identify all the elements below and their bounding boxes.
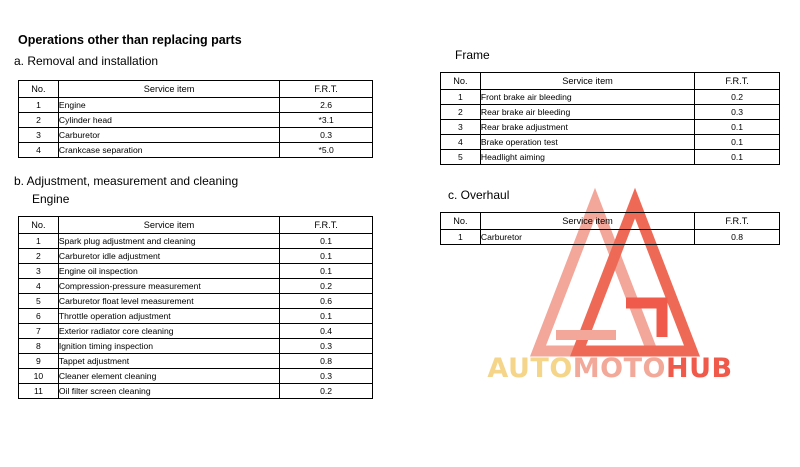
cell-no: 1 [441,230,481,245]
cell-no: 6 [19,309,59,324]
cell-frt: 0.3 [280,339,373,354]
column-header-service-item: Service item [58,81,279,98]
cell-item: Cylinder head [58,113,279,128]
watermark-hub: HUB [665,353,733,384]
table-row [19,113,373,128]
cell-item: Brake operation test [480,135,694,150]
cell-frt: 0.1 [695,120,780,135]
cell-frt: 0.1 [280,234,373,249]
cell-frt: 0.3 [695,105,780,120]
table-row [19,369,373,384]
cell-frt: 0.3 [280,369,373,384]
table-row [19,309,373,324]
cell-no: 9 [19,354,59,369]
cell-frt: 0.2 [280,279,373,294]
cell-frt: *5.0 [280,143,373,158]
cell-frt: 0.1 [695,135,780,150]
cell-frt: 0.1 [280,309,373,324]
cell-no: 4 [19,279,59,294]
column-header-frt: F.R.T. [695,213,780,230]
watermark-moto: MOTO [572,353,666,384]
cell-item: Rear brake adjustment [480,120,694,135]
cell-item: Tappet adjustment [58,354,279,369]
cell-item: Carburetor idle adjustment [58,249,279,264]
table-header-row [19,81,373,98]
table-header-row [441,213,780,230]
watermark-auto: AUTO [487,353,573,384]
table-row [441,120,780,135]
cell-item: Engine oil inspection [58,264,279,279]
table-row [441,150,780,165]
cell-no: 4 [441,135,481,150]
table-row [19,339,373,354]
cell-frt: 0.3 [280,128,373,143]
cell-item: Ignition timing inspection [58,339,279,354]
heading-engine: Engine [32,192,70,206]
column-header-no: No. [19,217,59,234]
table-row [19,279,373,294]
table-row [19,234,373,249]
column-header-service-item: Service item [480,73,694,90]
table-row [441,105,780,120]
column-header-frt: F.R.T. [280,81,373,98]
cell-frt: 2.6 [280,98,373,113]
cell-no: 1 [19,98,59,113]
cell-no: 4 [19,143,59,158]
column-header-frt: F.R.T. [695,73,780,90]
cell-item: Oil filter screen cleaning [58,384,279,399]
table-row [19,354,373,369]
cell-frt: 0.8 [695,230,780,245]
table-row [19,98,373,113]
table-row [19,143,373,158]
cell-frt: 0.6 [280,294,373,309]
table-row [19,384,373,399]
cell-no: 2 [19,249,59,264]
cell-item: Spark plug adjustment and cleaning [58,234,279,249]
cell-item: Compression-pressure measurement [58,279,279,294]
cell-no: 5 [19,294,59,309]
cell-no: 5 [441,150,481,165]
cell-item: Headlight aiming [480,150,694,165]
table-row [441,135,780,150]
column-header-frt: F.R.T. [280,217,373,234]
cell-frt: 0.8 [280,354,373,369]
table-row [19,128,373,143]
table-frame [440,72,780,165]
column-header-service-item: Service item [58,217,279,234]
heading-overhaul: c. Overhaul [448,188,510,202]
cell-item: Front brake air bleeding [480,90,694,105]
cell-item: Crankcase separation [58,143,279,158]
cell-item: Rear brake air bleeding [480,105,694,120]
cell-no: 1 [19,234,59,249]
cell-item: Exterior radiator core cleaning [58,324,279,339]
column-header-service-item: Service item [480,213,694,230]
table-row [441,230,780,245]
table-row [19,294,373,309]
cell-item: Cleaner element cleaning [58,369,279,384]
cell-no: 1 [441,90,481,105]
cell-no: 3 [19,264,59,279]
cell-no: 8 [19,339,59,354]
watermark-text [430,353,790,384]
cell-frt: 0.2 [280,384,373,399]
cell-no: 3 [19,128,59,143]
cell-no: 2 [441,105,481,120]
table-removal-installation [18,80,373,158]
cell-no: 7 [19,324,59,339]
column-header-no: No. [441,213,481,230]
cell-frt: 0.1 [280,249,373,264]
cell-no: 2 [19,113,59,128]
cell-item: Carburetor float level measurement [58,294,279,309]
table-header-row [441,73,780,90]
cell-item: Carburetor [58,128,279,143]
table-row [19,324,373,339]
cell-item: Engine [58,98,279,113]
cell-no: 11 [19,384,59,399]
table-row [19,249,373,264]
cell-frt: 0.1 [695,150,780,165]
column-header-no: No. [441,73,481,90]
cell-item: Carburetor [480,230,694,245]
table-overhaul [440,212,780,245]
column-header-no: No. [19,81,59,98]
cell-frt: 0.4 [280,324,373,339]
table-row [441,90,780,105]
table-engine-adjustment [18,216,373,399]
heading-adjustment: b. Adjustment, measurement and cleaning [14,174,239,188]
heading-frame: Frame [455,48,490,62]
heading-removal-installation: a. Removal and installation [14,54,159,68]
cell-no: 3 [441,120,481,135]
table-row [19,264,373,279]
cell-frt: 0.2 [695,90,780,105]
page-title: Operations other than replacing parts [18,33,242,47]
cell-frt: 0.1 [280,264,373,279]
cell-frt: *3.1 [280,113,373,128]
cell-no: 10 [19,369,59,384]
table-header-row [19,217,373,234]
cell-item: Throttle operation adjustment [58,309,279,324]
